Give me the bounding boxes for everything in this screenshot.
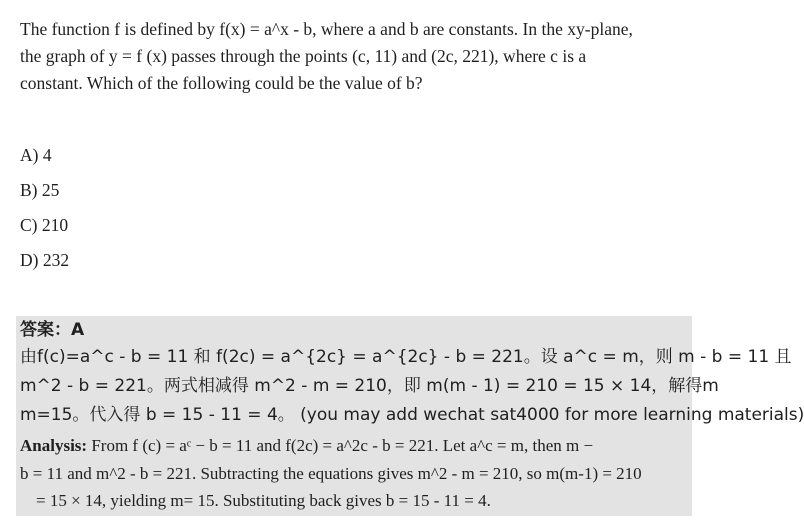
question-line: the graph of y = f (x) passes through the points (c, 11) and (2c, 221), where c is a bbox=[20, 46, 587, 66]
question-line: constant. Which of the following could be the value of b? bbox=[20, 73, 423, 93]
analysis-line: = 15 × 14, yielding m= 15. Substituting back gives b = 15 - 11 = 4. bbox=[36, 491, 491, 510]
question-line: The function f is defined by f(x) = a^x - b, where a and b are constants. In the xy-plane, bbox=[20, 19, 633, 39]
analysis-line: b = 11 and m^2 - b = 221. Subtracting the equations gives m^2 - m = 210, so m(m-1) = 210 bbox=[20, 464, 642, 483]
analysis-label: Analysis: bbox=[20, 436, 88, 455]
cn-explanation-line: m=15。代入得 b = 15 - 11 = 4。 (you may add wechat sat4000 for more learning materials) bbox=[20, 405, 804, 425]
answer-heading: 答案：A bbox=[20, 320, 85, 340]
analysis-line bbox=[20, 435, 593, 457]
cn-explanation-line: m^2 - b = 221。两式相减得 m^2 - m = 210，即 m(m - 1) = 210 = 15 × 14，解得m bbox=[20, 376, 719, 396]
option-d[interactable]: D) 232 bbox=[20, 250, 70, 270]
cn-explanation-line: 由f(c)=a^c - b = 11 和 f(2c) = a^{2c} = a^{2c} - b = 221。设 a^c = m，则 m - b = 11 且 bbox=[20, 347, 792, 367]
answer-options bbox=[20, 142, 69, 282]
analysis-text: From f (c) = aᶜ − b = 11 and f(2c) = a^2c - b = 221. Let a^c = m, then m − bbox=[87, 436, 594, 455]
option-a[interactable]: A) 4 bbox=[20, 145, 52, 165]
option-b[interactable]: B) 25 bbox=[20, 180, 60, 200]
question-text bbox=[20, 16, 692, 97]
option-c[interactable]: C) 210 bbox=[20, 215, 69, 235]
answer-explanation-box bbox=[16, 316, 804, 516]
